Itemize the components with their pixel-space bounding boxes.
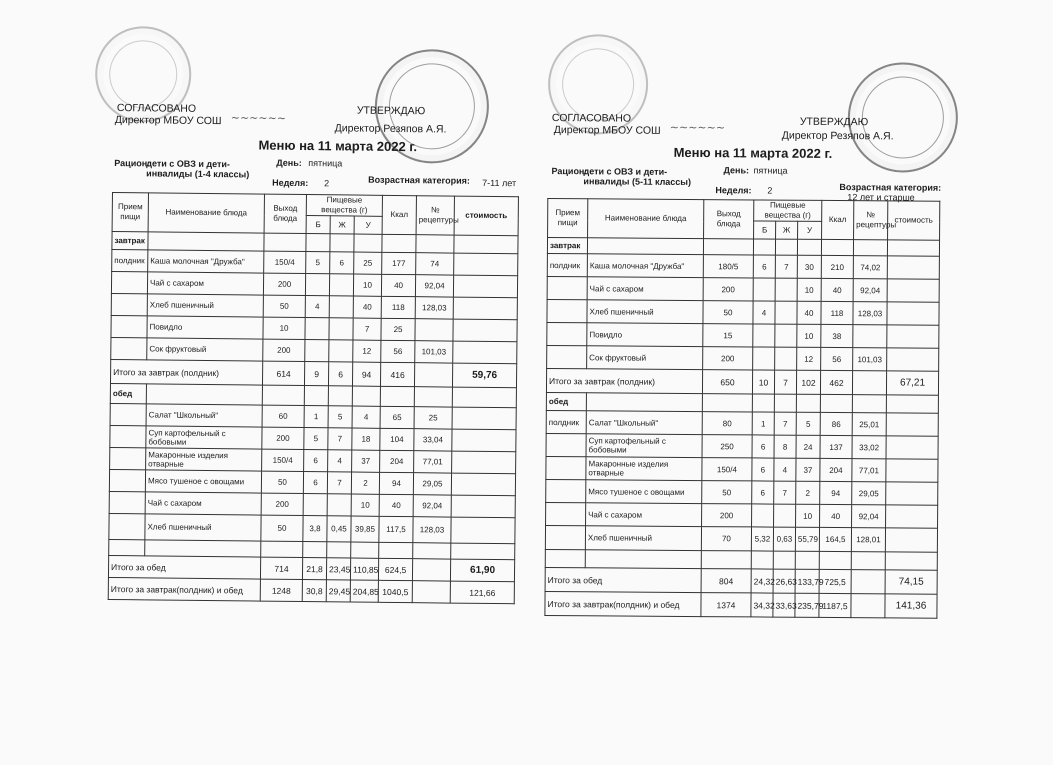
lunch-section <box>108 383 516 603</box>
table-row: Суп картофельный с бобовыми 200 5 7 18 104 33,04 <box>110 425 516 451</box>
table-row: Чай с сахаром 200 10 40 92,04 <box>109 491 515 517</box>
signature: ~~~~~~ <box>669 120 726 135</box>
col-recipe: № рецептуры <box>854 201 888 240</box>
menu-page-left <box>108 96 523 615</box>
day-value: пятница <box>308 158 343 169</box>
menu-page-right <box>544 100 953 643</box>
age-label: Возрастная категория: <box>368 174 470 186</box>
week-value: 2 <box>324 178 330 189</box>
col-cost: стоимость <box>888 201 940 240</box>
table-row: полдник Салат "Школьный" 80 1 7 5 86 25,01 <box>546 410 938 436</box>
table-row: Мясо тушеное с овощами 50 6 7 2 94 29,05 <box>546 479 938 505</box>
col-carbs: У <box>798 221 822 239</box>
signature: ~~~~~~ <box>230 111 287 125</box>
ration-value: дети с ОВЗ и дети-инвалиды (5-11 классы) <box>583 166 692 188</box>
table-row: Сок фруктовый 200 12 56 101,03 <box>547 345 939 371</box>
lunch-total-row: Итого за обед 714 21,8 23,45 110,85 624,5 61,90 <box>108 555 514 581</box>
ration-label: Рацион: <box>114 158 151 169</box>
col-yield: Выход блюда <box>264 194 306 233</box>
table-row: Хлеб пшеничный 50 3,8 0,45 39,85 117,5 128,03 <box>109 513 515 543</box>
table-row: Суп картофельный с бобовыми 250 6 8 24 137 33,02 <box>546 433 938 459</box>
table-row: Макаронные изделия отварные 150/4 6 4 37 204 77,01 <box>110 447 516 473</box>
age-label: Возрастная категория: <box>839 182 942 193</box>
meal-label: полдник <box>546 410 586 433</box>
agreed-label: СОГЛАСОВАНО <box>551 112 632 125</box>
col-kcal: Ккал <box>382 195 416 234</box>
col-protein: Б <box>754 221 776 239</box>
agreed-director: Директор МБОУ СОШ <box>114 114 222 128</box>
week-label: Неделя: <box>715 185 752 196</box>
day-label: День: <box>276 157 302 168</box>
lunch-section <box>545 392 939 618</box>
col-recipe: № рецептуры <box>416 196 454 235</box>
col-carbs: У <box>354 216 382 234</box>
table-row: Чай с сахаром 200 10 40 92,04 <box>111 271 517 297</box>
menu-table-left <box>108 192 519 604</box>
menu-title: Меню на 11 марта 2022 г. <box>258 137 418 155</box>
col-yield: Выход блюда <box>704 200 754 239</box>
table-row: Чай с сахаром 200 10 40 92,04 <box>546 502 938 528</box>
col-meal: Прием пищи <box>112 192 148 231</box>
col-protein: Б <box>306 216 330 234</box>
col-cost: стоимость <box>454 196 518 236</box>
age-value: 12 лет и старше <box>847 192 915 203</box>
col-nutrients: Пищевые вещества (г) <box>306 195 382 217</box>
breakfast-section <box>546 238 939 396</box>
col-meal: Прием пищи <box>548 199 588 238</box>
table-row: Повидло 15 10 38 <box>547 322 939 348</box>
day-label: День: <box>723 165 750 176</box>
week-label: Неделя: <box>272 177 309 189</box>
col-fat: Ж <box>776 221 798 239</box>
table-row: Чай с сахаром 200 10 40 92,04 <box>547 276 939 302</box>
grand-total-row: Итого за завтрак(полдник) и обед 1248 30,8 29,45 204,85 1040,5 121,66 <box>108 577 514 603</box>
ration-value: дети с ОВЗ и дети-инвалиды (1-4 классы) <box>146 158 250 180</box>
meal-label: полдник <box>112 249 148 271</box>
ration-label: Рацион: <box>551 166 588 177</box>
col-kcal: Ккал <box>822 200 854 239</box>
table-row: Мясо тушеное с овощами 50 6 7 2 94 29,05 <box>109 469 515 495</box>
table-row: Салат "Школьный" 60 1 5 4 65 25 <box>110 403 516 429</box>
day-value: пятница <box>753 165 788 176</box>
agreed-director: Директор МБОУ СОШ <box>553 124 661 137</box>
col-dish: Наименование блюда <box>148 193 264 233</box>
col-fat: Ж <box>330 216 354 234</box>
approve-label: УТВЕРЖДАЮ <box>799 115 869 129</box>
table-row: полдник Каша молочная "Дружба" 150/4 5 6 25 177 74 <box>112 249 518 275</box>
age-value: 7-11 лет <box>482 177 517 189</box>
approve-label: УТВЕРЖДАЮ <box>356 104 426 118</box>
table-row: Хлеб пшеничный 50 4 40 118 128,03 <box>547 299 939 325</box>
menu-table-right <box>544 198 940 619</box>
lunch-total-row: Итого за обед 804 24,32 26,63 133,79 725,5 74,15 <box>545 567 937 594</box>
menu-title: Меню на 11 марта 2022 г. <box>673 144 833 161</box>
table-row: полдник Каша молочная "Дружба" 180/5 6 7 30 210 74,02 <box>547 253 939 279</box>
breakfast-total-row: Итого за завтрак (полдник) 614 9 6 94 416 59,76 <box>110 359 516 387</box>
section-label: завтрак <box>112 231 148 249</box>
breakfast-section <box>110 231 518 387</box>
meal-label: полдник <box>547 253 587 276</box>
section-label: завтрак <box>547 238 587 254</box>
table-row: Хлеб пшеничный 70 5,32 0,63 55,79 164,5 128,01 <box>545 525 937 552</box>
table-row: Сок фруктовый 200 12 56 101,03 <box>111 337 517 363</box>
grand-total-row: Итого за завтрак(полдник) и обед 1374 34,32 33,63 235,79 1187,5 141,36 <box>545 591 937 618</box>
col-nutrients: Пищевые вещества (г) <box>754 200 822 221</box>
agreed-label: СОГЛАСОВАНО <box>116 102 197 115</box>
approve-director: Директор Резяпов А.Я. <box>334 122 447 136</box>
col-dish: Наименование блюда <box>588 199 704 239</box>
breakfast-total-row: Итого за завтрак (полдник) 650 10 7 102 462 67,21 <box>546 368 938 395</box>
table-row: Хлеб пшеничный 50 4 40 118 128,03 <box>111 293 517 319</box>
table-row: Макаронные изделия отварные 150/4 6 4 37 204 77,01 <box>546 456 938 482</box>
week-value: 2 <box>767 185 773 196</box>
table-row: Повидло 10 7 25 <box>111 315 517 341</box>
section-label: обед <box>546 392 586 410</box>
approve-director: Директор Резяпов А.Я. <box>781 129 894 143</box>
section-label: обед <box>110 383 146 403</box>
